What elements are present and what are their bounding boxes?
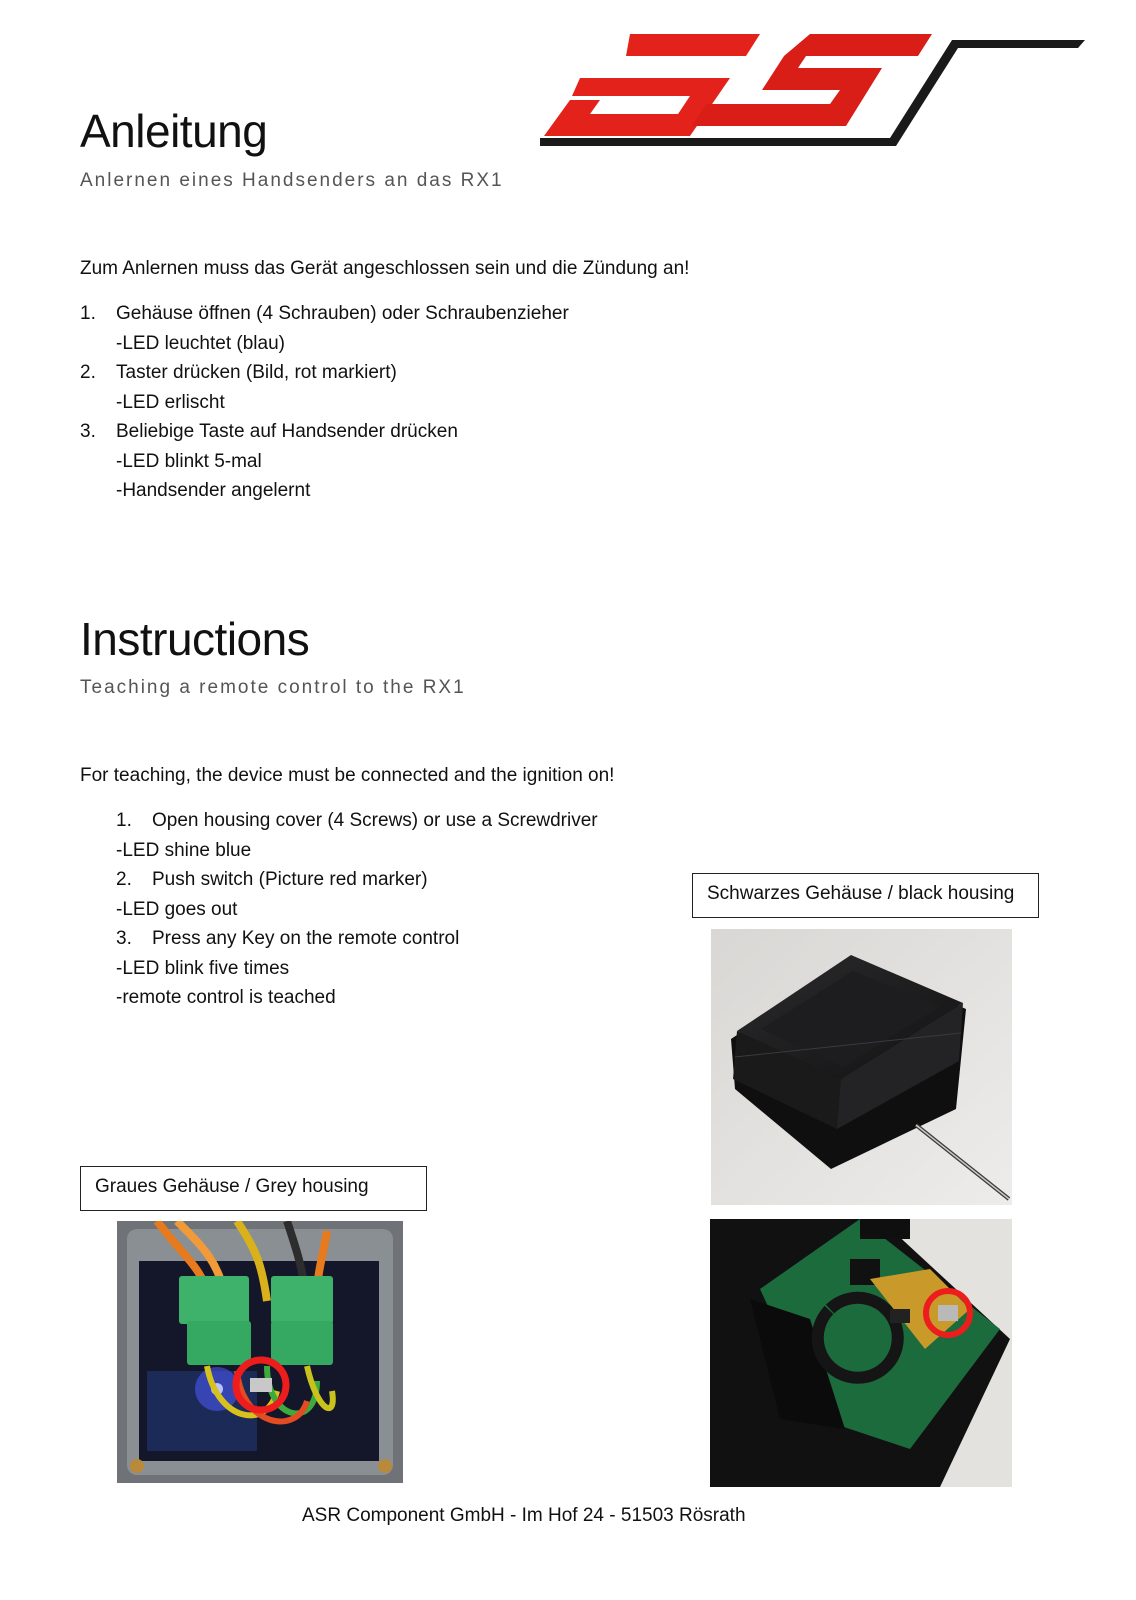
- black-housing-pcb-photo: [710, 1219, 1012, 1487]
- grey-housing-photo: [117, 1221, 403, 1483]
- black-housing-caption: Schwarzes Gehäuse / black housing: [692, 873, 1039, 918]
- english-step-1-note: -LED shine blue: [116, 839, 252, 861]
- german-step-2: 2. Taster drücken (Bild, rot markiert): [80, 362, 397, 383]
- english-title: Instructions: [80, 613, 310, 665]
- german-step-1-note: -LED leuchtet (blau): [116, 332, 285, 354]
- english-step-2: 2. Push switch (Picture red marker): [116, 869, 428, 890]
- english-subtitle: Teaching a remote control to the RX1: [80, 677, 466, 698]
- german-step-3-note-2: -Handsender angelernt: [116, 480, 311, 501]
- german-step-2-note: -LED erlischt: [116, 391, 225, 413]
- english-step-3-note-1: -LED blink five times: [116, 957, 290, 979]
- english-step-2-note: -LED goes out: [116, 898, 238, 920]
- grey-housing-caption: Graues Gehäuse / Grey housing: [80, 1166, 427, 1211]
- german-steps: [80, 299, 569, 506]
- english-intro: For teaching, the device must be connected and the ignition on!: [80, 765, 615, 786]
- english-step-3: 3. Press any Key on the remote control: [116, 928, 460, 949]
- asr-logo: [540, 30, 1085, 155]
- german-step-3-note-1: -LED blinkt 5-mal: [116, 450, 262, 472]
- footer-address: ASR Component GmbH - Im Hof 24 - 51503 Rösrath: [302, 1505, 746, 1526]
- english-step-1: 1. Open housing cover (4 Screws) or use a Screwdriver: [116, 810, 598, 831]
- english-steps: [116, 806, 598, 1013]
- black-housing-photo: [711, 929, 1012, 1205]
- german-title: Anleitung: [80, 105, 268, 157]
- german-step-1: 1. Gehäuse öffnen (4 Schrauben) oder Schraubenzieher: [80, 303, 569, 324]
- german-subtitle: Anlernen eines Handsenders an das RX1: [80, 170, 504, 191]
- english-step-3-note-2: -remote control is teached: [116, 987, 336, 1008]
- german-intro: Zum Anlernen muss das Gerät angeschlossen sein und die Zündung an!: [80, 258, 690, 279]
- german-step-3: 3. Beliebige Taste auf Handsender drücken: [80, 421, 458, 442]
